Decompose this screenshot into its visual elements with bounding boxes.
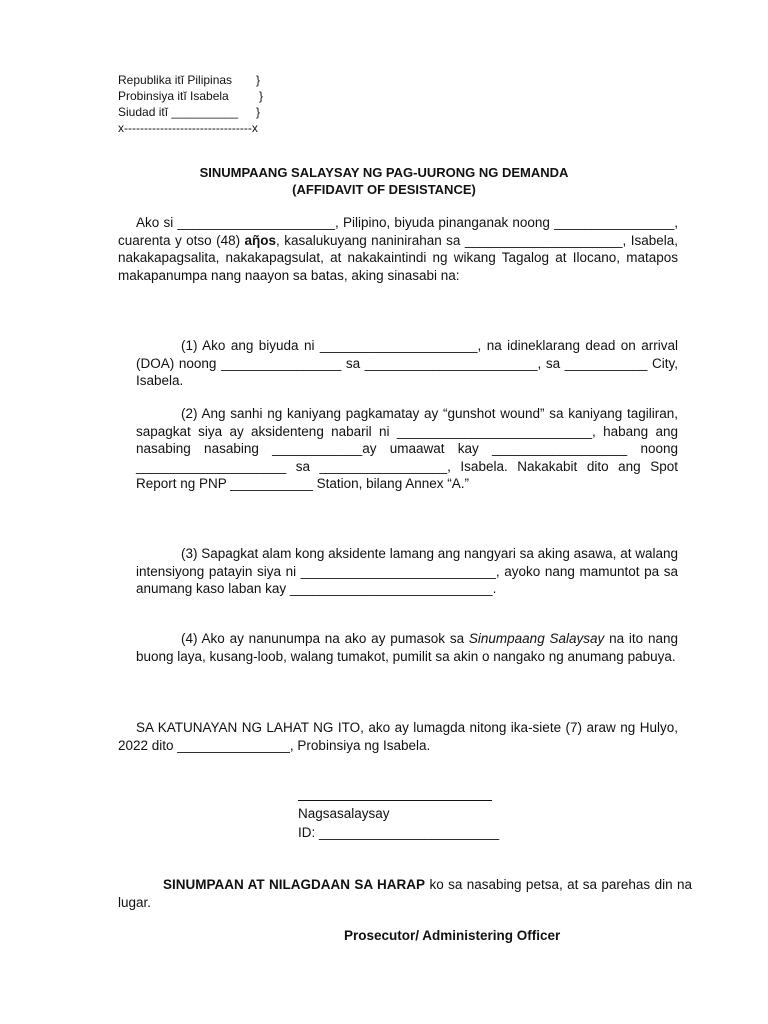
- venue-bracket: }: [256, 105, 261, 119]
- title-line-2: (AFFIDAVIT OF DESISTANCE): [292, 182, 476, 197]
- statement-item-4: [136, 630, 682, 665]
- title-line-1: SINUMPAANG SALAYSAY NG PAG-UURONG NG DEMANDA: [199, 165, 569, 180]
- signature-id: ID: ________________________: [298, 825, 500, 840]
- venue-city: Siudad itĭ __________: [118, 105, 239, 119]
- statement-item-2: (2) Ang sanhi ng kaniyang pagkamatay ay “gunshot wound” sa kaniyang tagiliran, sapagkat siya ay aksidenteng nabaril ni __________________________, habang ang nasabing nasabing ____________ay umaawat kay __________________ noong ____________________ sa _________________, Isabela. Nakakabit dito ang Spot Report ng PNP ___________ Station, bilang Annex “A.”: [136, 406, 682, 491]
- officer-title: Prosecutor/ Administering Officer: [344, 928, 561, 943]
- intro-part-1: Ako si _____________________, Pilipino, biyuda pinanganak noong ________________, cuarenta y otso (48): [118, 215, 682, 248]
- jurat-paragraph: [118, 876, 696, 911]
- venue-bracket: }: [256, 73, 261, 87]
- signature-line: [298, 800, 492, 801]
- intro-bold-word: aῆos: [244, 232, 277, 248]
- signature-label: Nagsasalaysay: [298, 806, 390, 821]
- venue-province: Probinsiya itĭ Isabela: [118, 89, 229, 103]
- venue-row-city: [118, 104, 263, 120]
- venue-row-province: [118, 88, 263, 104]
- item4-italic: Sinumpaang Salaysay: [468, 631, 605, 646]
- statement-item-1: (1) Ako ang biyuda ni _____________________, na idineklarang dead on arrival (DOA) noong ________________ sa _______________________, sa ___________ City, Isabela.: [136, 338, 682, 388]
- jurat-rest: ko sa nasabing petsa, at sa parehas din na lugar.: [118, 877, 696, 910]
- venue-bracket: }: [259, 89, 264, 103]
- item4-part-1: (4) Ako ay nanunumpa na ako ay pumasok sa: [181, 631, 469, 646]
- venue-row-separator: [118, 120, 263, 136]
- closing-paragraph: SA KATUNAYAN NG LAHAT NG ITO, ako ay lumagda nitong ika-siete (7) araw ng Hulyo, 2022 dito _______________, Probinsiya ng Isabela.: [118, 720, 682, 753]
- document-title: [0, 164, 768, 198]
- venue-row-republic: [118, 72, 263, 88]
- intro-part-2: , kasalukuyang naninirahan sa _____________________, Isabela, nakakapagsalita, nakakapagsulat, at nakakaintindi ng wikang Tagalog at Ilocano, matapos makapanumpa nang naayon sa batas, aking sinasabi na:: [118, 232, 682, 283]
- intro-paragraph: [118, 214, 682, 284]
- venue-block: [118, 72, 263, 136]
- statement-item-3: (3) Sapagkat alam kong aksidente lamang ang nangyari sa aking asawa, at walang intensiyong patayin siya ni __________________________, ayoko nang mamuntot pa sa anumang kaso laban kay ___________________________.: [136, 546, 682, 596]
- item4-part-2: na ito nang buong laya, kusang-loob, walang tumakot, pumilit sa akin o nangako ng anumang pabuya.: [136, 631, 682, 664]
- venue-republic: Republika itĭ Pilipinas: [118, 73, 233, 87]
- jurat-bold: SINUMPAAN AT NILAGDAAN SA HARAP: [163, 877, 426, 892]
- venue-separator: x--------------------------------x: [118, 121, 258, 135]
